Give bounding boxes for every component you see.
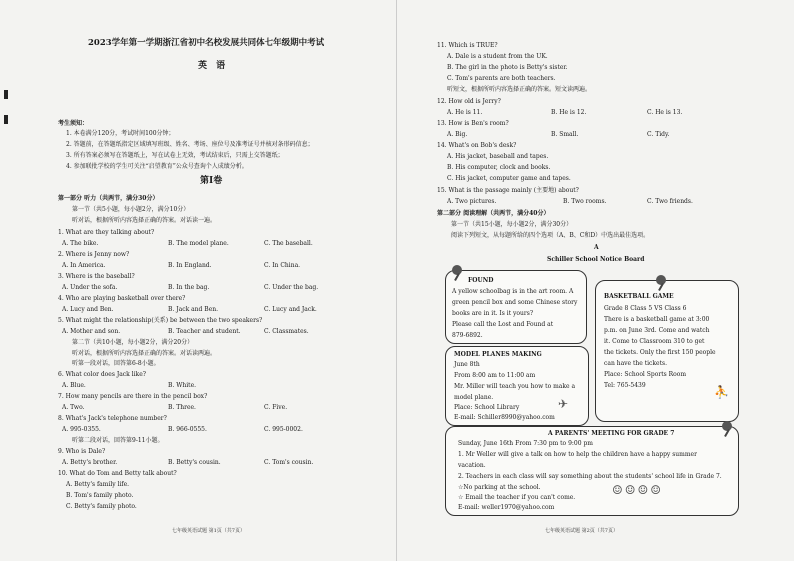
- question: 9. Who is Dale?: [58, 448, 106, 455]
- notice-line: Grade 8 Class 5 VS Class 6: [604, 305, 687, 312]
- option: B. Betty's cousin.: [168, 459, 221, 466]
- pushpin-icon: [656, 275, 666, 285]
- notice-line: E-mail: Schiller8990@yahoo.com: [454, 414, 555, 421]
- basketball-notice: [595, 280, 739, 422]
- notice-line: Please call the Lost and Found at: [452, 321, 554, 328]
- option: C. Under the bag.: [264, 284, 319, 291]
- pushpin-icon: [452, 265, 462, 275]
- option: A. Big.: [447, 131, 468, 138]
- option: C. 995-0002.: [264, 426, 303, 433]
- notice-item: 2. 答题前，在答题纸指定区域填写班级、姓名、考场、座位号及准考证号并核对条形码信息；: [66, 141, 314, 148]
- passage-label: A: [594, 244, 599, 251]
- notice-line: 2. Teachers in each class will say something about the students' school life in Grade 7.: [458, 473, 722, 480]
- option: B. Two rooms.: [563, 198, 607, 205]
- option: B. In the bag.: [168, 284, 210, 291]
- exam-page-2: [397, 0, 794, 561]
- parents-meeting-notice: [445, 426, 739, 516]
- part-one-title: 第Ⅰ卷: [200, 176, 223, 186]
- option: B. Teacher and student.: [168, 328, 241, 335]
- option: C. Two friends.: [647, 198, 693, 205]
- option: B. Tom's family photo.: [66, 492, 134, 499]
- option: A. Mother and son.: [62, 328, 121, 335]
- notice-line: the tickets. Only the first 150 people: [604, 349, 716, 356]
- notice-title: BASKETBALL GAME: [604, 293, 674, 300]
- basketball-icon: ⛹: [714, 385, 729, 399]
- children-illustration-icon: ☺☺☺☺: [612, 483, 664, 497]
- notice-board-title: Schiller School Notice Board: [547, 256, 645, 263]
- question: 14. What's on Bob's desk?: [437, 142, 517, 149]
- notice-line: There is a basketball game at 3:00: [604, 316, 710, 323]
- notice-line: p.m. on June 3rd. Come and watch: [604, 327, 710, 334]
- page-footer: 七年级英语试题 第1页（共7页）: [172, 528, 245, 534]
- option: A. 995-0355.: [62, 426, 101, 433]
- question: 2. Where is Jenny now?: [58, 251, 130, 258]
- notice-item: 3. 所有答案必须写在答题纸上，写在试卷上无效，考试结束后，只需上交答题纸；: [66, 152, 284, 159]
- question: 7. How many pencils are there in the pencil box?: [58, 393, 208, 400]
- subsection-heading: 第二节（共10小题，每小题2分，满分20分）: [72, 339, 194, 346]
- exam-title: 2023学年第一学期浙江省初中名校发展共同体七年级期中考试: [88, 38, 325, 48]
- instruction: 听对话，根据所听内容选择正确的答案。对话读两遍。: [72, 350, 217, 357]
- notice-item: 4. 参加联批学校的学生可关注“启望教育”公众号查询个人成绩分析。: [66, 163, 248, 170]
- option: A. In America.: [62, 262, 106, 269]
- question: 15. What is the passage mainly (主要地) about?: [437, 187, 579, 194]
- notice-line: books are in it. Is it yours?: [452, 310, 534, 317]
- notice-line: it. Come to Classroom 310 to get: [604, 338, 705, 345]
- pushpin-icon: [722, 421, 732, 431]
- notice-line: Place: School Library: [454, 404, 520, 411]
- option: B. His computer, clock and books.: [447, 164, 551, 171]
- option: C. The baseball.: [264, 240, 313, 247]
- option: B. 966-0555.: [168, 426, 207, 433]
- question: 11. Which is TRUE?: [437, 42, 498, 49]
- option: B. Three.: [168, 404, 196, 411]
- option: B. The model plane.: [168, 240, 229, 247]
- option: B. Small.: [551, 131, 579, 138]
- question: 10. What do Tom and Betty talk about?: [58, 470, 177, 477]
- option: A. Betty's family life.: [66, 481, 130, 488]
- notice-line: can have the tickets.: [604, 360, 668, 367]
- question: 12. How old is Jerry?: [437, 98, 501, 105]
- option: A. Under the sofa.: [62, 284, 118, 291]
- notice-title: MODEL PLANES MAKING: [454, 351, 542, 358]
- notice-line: Mr. Miller will teach you how to make a: [454, 383, 576, 390]
- question: 3. Where is the baseball?: [58, 273, 135, 280]
- notice-line: Place: School Sports Room: [604, 371, 687, 378]
- question: 1. What are they talking about?: [58, 229, 155, 236]
- found-notice: [445, 270, 587, 344]
- option: A. Dale is a student from the UK.: [447, 53, 548, 60]
- option: C. Lucy and Jack.: [264, 306, 317, 313]
- option: C. Five.: [264, 404, 288, 411]
- notice-line: model plane.: [454, 394, 494, 401]
- notice-line: A yellow schoolbag is in the art room. A: [452, 288, 574, 295]
- question: 6. What color does Jack like?: [58, 371, 146, 378]
- question: 13. How is Ben's room?: [437, 120, 509, 127]
- notice-line: ☆ Email the teacher if you can't come.: [458, 494, 576, 501]
- option: B. White.: [168, 382, 197, 389]
- option: B. In England.: [168, 262, 212, 269]
- notice-line: E-mail: weller1970@yahoo.com: [458, 504, 555, 511]
- subject-title: 英 语: [198, 61, 229, 71]
- subsection-heading: 第一节（共5小题，每小题2分，满分10分）: [72, 206, 190, 213]
- binding-mark: [4, 90, 8, 99]
- instruction: 听第二段对话，回答第9-11小题。: [72, 437, 164, 444]
- notice-line: From 8:00 am to 11:00 am: [454, 372, 536, 379]
- notice-item: 1. 本卷满分120分，考试时间100分钟；: [66, 130, 175, 137]
- notice-line: ☆No parking at the school.: [458, 484, 541, 491]
- option: A. His jacket, baseball and tapes.: [447, 153, 549, 160]
- option: A. Betty's brother.: [62, 459, 118, 466]
- option: C. Betty's family photo.: [66, 503, 137, 510]
- instruction: 阅读下列短文，从每题所给的四个选项（A、B、C和D）中选出最佳选项。: [451, 232, 650, 239]
- instruction: 听对话，根据所听内容选择正确的答案。对话读一遍。: [72, 217, 217, 224]
- notice-line: Sunday, June 16th From 7:30 pm to 9:00 pm: [458, 440, 593, 447]
- option: A. Blue.: [62, 382, 86, 389]
- option: C. Classmates.: [264, 328, 309, 335]
- option: B. Jack and Ben.: [168, 306, 219, 313]
- option: B. The girl in the photo is Betty's sister.: [447, 64, 568, 71]
- model-planes-notice: [445, 346, 589, 426]
- question: 8. What's Jack's telephone number?: [58, 415, 167, 422]
- notice-title: A PARENTS' MEETING FOR GRADE 7: [548, 430, 675, 437]
- option: C. His jacket, computer game and tapes.: [447, 175, 571, 182]
- subsection-heading: 第一节（共15小题，每小题2分，满分30分）: [451, 221, 573, 228]
- notice-line: 1. Mr Weller will give a talk on how to help the children have a happy summer: [458, 451, 697, 458]
- question: 5. What might the relationship(关系) be between the two speakers?: [58, 317, 263, 324]
- notice-line: green pencil box and some Chinese story: [452, 299, 578, 306]
- option: C. He is 13.: [647, 109, 683, 116]
- option: A. Lucy and Ben.: [62, 306, 114, 313]
- option: A. Two pictures.: [447, 198, 497, 205]
- option: B. He is 12.: [551, 109, 587, 116]
- section-heading: 第二部分 阅读理解（共两节，满分40分）: [437, 210, 550, 217]
- question: 4. Who are playing basketball over there?: [58, 295, 186, 302]
- notice-line: June 8th: [454, 361, 480, 368]
- option: C. Tom's cousin.: [264, 459, 314, 466]
- option: C. In China.: [264, 262, 301, 269]
- section-heading: 第一部分 听力（共两节，满分30分）: [58, 195, 159, 202]
- option: A. Two.: [62, 404, 85, 411]
- notice-line: vacation.: [458, 462, 486, 469]
- page-footer: 七年级英语试题 第2页（共7页）: [545, 528, 618, 534]
- binding-mark: [4, 115, 8, 124]
- notice-line: Tel: 765-5439: [604, 382, 646, 389]
- option: C. Tidy.: [647, 131, 670, 138]
- notice-heading: 考生须知：: [58, 120, 89, 127]
- option: A. The bike.: [62, 240, 99, 247]
- instruction: 听第一段对话，回答第6-8小题。: [72, 360, 160, 367]
- instruction: 听短文，根据所听内容选择正确的答案。短文读两遍。: [447, 86, 592, 93]
- airplane-icon: ✈: [558, 397, 569, 411]
- notice-title: FOUND: [468, 277, 494, 284]
- option: A. He is 11.: [447, 109, 483, 116]
- notice-line: 879-6892.: [452, 332, 483, 339]
- option: C. Tom's parents are both teachers.: [447, 75, 556, 82]
